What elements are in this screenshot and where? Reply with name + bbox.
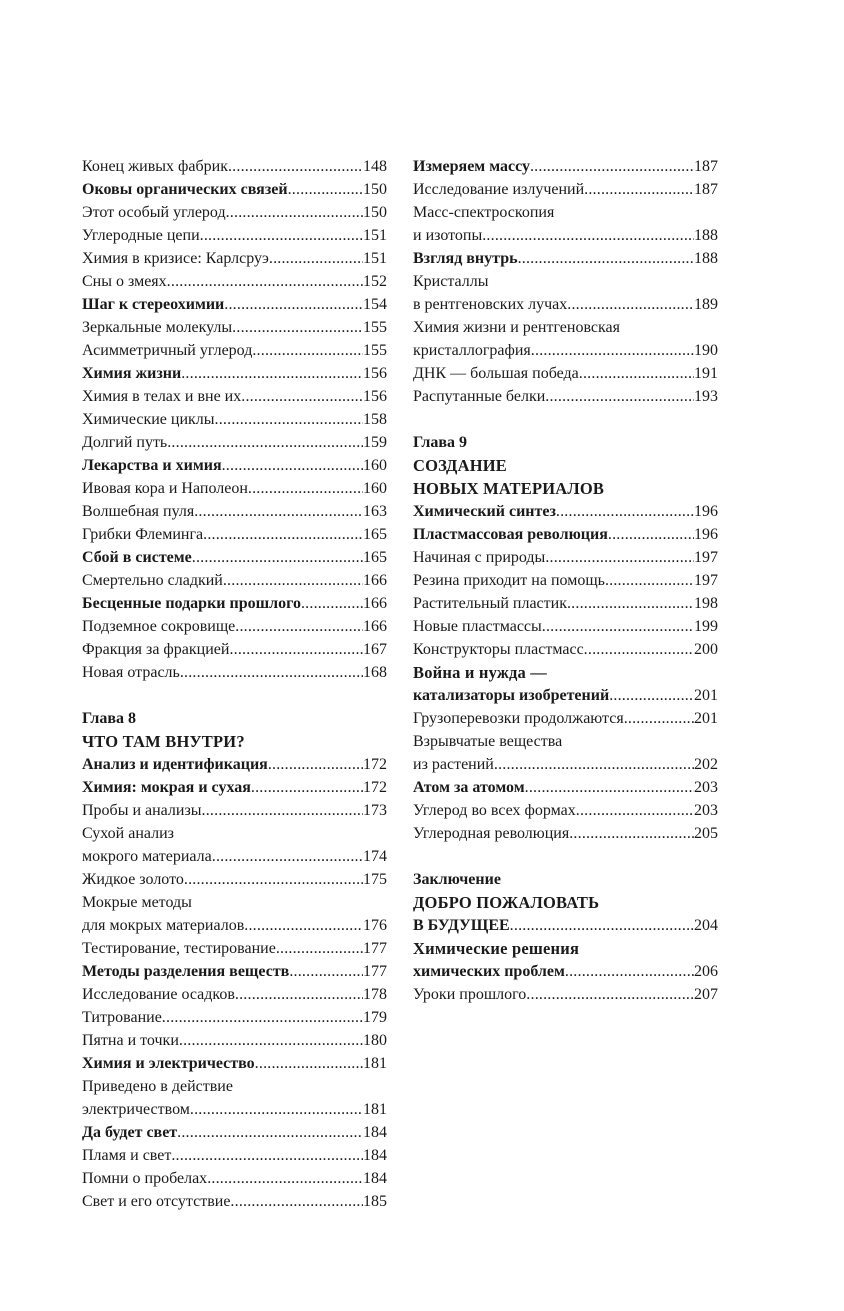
toc-page-number: 197 — [694, 572, 718, 589]
toc-right-column — [413, 155, 718, 1006]
toc-page-number: 206 — [694, 963, 718, 980]
toc-entry — [82, 845, 387, 868]
toc-page-number: 172 — [363, 779, 387, 796]
toc-page-number: 188 — [694, 227, 718, 244]
toc-entry — [82, 914, 387, 937]
toc-entry-title: Химический синтез — [413, 503, 556, 520]
toc-entry-title: Сбой в системе — [82, 549, 192, 566]
toc-section-entry — [413, 500, 718, 523]
toc-page-number: 166 — [363, 595, 387, 612]
section-gap — [82, 684, 387, 707]
dot-leader — [235, 983, 363, 1006]
toc-section-entry — [82, 776, 387, 799]
toc-entry-title: из растений — [413, 756, 494, 773]
toc-page-number: 174 — [363, 848, 387, 865]
toc-entry — [82, 983, 387, 1006]
toc-page-number: 165 — [363, 549, 387, 566]
toc-entry-title: Взгляд внутрь — [413, 250, 518, 267]
toc-entry — [82, 615, 387, 638]
toc-section-entry — [82, 753, 387, 776]
toc-entry-title: Новые пластмассы — [413, 618, 542, 635]
toc-page-number: 191 — [694, 365, 718, 382]
toc-entry — [413, 546, 718, 569]
dot-leader — [212, 845, 363, 868]
dot-leader — [545, 546, 694, 569]
dot-leader — [167, 431, 363, 454]
toc-page-number: 185 — [363, 1193, 387, 1210]
dot-leader — [289, 960, 363, 983]
toc-page-number: 181 — [363, 1055, 387, 1072]
toc-page-number: 201 — [694, 687, 718, 704]
toc-page-number: 207 — [694, 986, 718, 1003]
toc-entry-title: Помни о пробелах — [82, 1170, 208, 1187]
dot-leader — [200, 224, 363, 247]
dot-leader — [244, 914, 363, 937]
toc-entry-title: для мокрых материалов — [82, 917, 245, 934]
dot-leader — [241, 385, 363, 408]
toc-page-number: 156 — [363, 388, 387, 405]
toc-page-number: 154 — [363, 296, 387, 313]
toc-section-entry — [413, 684, 718, 707]
toc-section-entry — [82, 960, 387, 983]
dot-leader — [202, 799, 363, 822]
toc-page-number: 151 — [363, 227, 387, 244]
toc-page-number: 179 — [363, 1009, 387, 1026]
toc-section-entry — [413, 914, 718, 937]
toc-entry-title: Лекарства и химия — [82, 457, 222, 474]
toc-entry — [82, 799, 387, 822]
toc-entry — [82, 569, 387, 592]
dot-leader — [248, 477, 363, 500]
toc-page-number: 200 — [694, 641, 718, 658]
toc-entry-title: Асимметричный углерод — [82, 342, 253, 359]
toc-page-number: 187 — [694, 181, 718, 198]
toc-entry-title: Распутанные белки — [413, 388, 546, 405]
toc-entry — [82, 1190, 387, 1213]
dot-leader — [579, 362, 694, 385]
toc-entry-title: Оковы органических связей — [82, 181, 288, 198]
dot-leader — [609, 684, 694, 707]
dot-leader — [222, 454, 363, 477]
toc-entry-title: Резина приходит на помощь — [413, 572, 605, 589]
dot-leader — [181, 362, 363, 385]
toc-page-number: 160 — [363, 457, 387, 474]
dot-leader — [569, 822, 694, 845]
toc-section-entry — [82, 454, 387, 477]
dot-leader — [565, 960, 694, 983]
toc-page-number: 181 — [363, 1101, 387, 1118]
dot-leader — [171, 1144, 363, 1167]
toc-page-number: 166 — [363, 618, 387, 635]
dot-leader — [584, 638, 694, 661]
dot-leader — [228, 155, 363, 178]
toc-entry — [413, 339, 718, 362]
toc-entry — [82, 937, 387, 960]
dot-leader — [556, 500, 694, 523]
toc-entry-title: и изотопы — [413, 227, 483, 244]
toc-page-number: 198 — [694, 595, 718, 612]
dot-leader — [605, 569, 694, 592]
toc-entry — [82, 270, 387, 293]
toc-entry-title: Этот особый углерод — [82, 204, 226, 221]
dot-leader — [494, 753, 694, 776]
toc-entry-title: Пробы и анализы — [82, 802, 202, 819]
toc-page-number: 202 — [694, 756, 718, 773]
toc-entry-title: Пламя и свет — [82, 1147, 172, 1164]
toc-entry-title: Подземное сокровище — [82, 618, 236, 635]
dot-leader — [232, 316, 363, 339]
toc-page-number: 148 — [363, 158, 387, 175]
dot-leader — [229, 638, 363, 661]
dot-leader — [179, 1029, 363, 1052]
toc-entry — [413, 638, 718, 661]
dot-leader — [190, 1098, 363, 1121]
toc-section-entry — [82, 546, 387, 569]
toc-page-number: 196 — [694, 503, 718, 520]
toc-entry-title: Конструкторы пластмасс — [413, 641, 584, 658]
toc-entry-title: Химия жизни — [82, 365, 182, 382]
toc-page-number: 184 — [363, 1147, 387, 1164]
dot-leader — [542, 615, 694, 638]
dot-leader — [530, 155, 694, 178]
toc-page-number: 158 — [363, 411, 387, 428]
toc-entry-title: Свет и его отсутствие — [82, 1193, 231, 1210]
dot-leader — [269, 247, 363, 270]
toc-entry-title: Шаг к стереохимии — [82, 296, 225, 313]
toc-entry — [82, 339, 387, 362]
toc-page-number: 187 — [694, 158, 718, 175]
toc-section-entry — [413, 247, 718, 270]
toc-page-number: 150 — [363, 204, 387, 221]
chapter-title: Война и нужда — — [413, 663, 548, 682]
toc-entry-title: Тестирование, тестирование — [82, 940, 276, 957]
dot-leader — [526, 983, 694, 1006]
toc-page-number: 178 — [363, 986, 387, 1003]
toc-page-number: 203 — [694, 802, 718, 819]
dot-leader — [252, 339, 363, 362]
toc-entry-title: Пластмассовая революция — [413, 526, 608, 543]
dot-leader — [510, 914, 694, 937]
toc-page-number: 175 — [363, 871, 387, 888]
dot-leader — [167, 270, 363, 293]
chapter-label: Глава 8 — [82, 710, 136, 727]
toc-section-entry — [82, 592, 387, 615]
toc-page-number: 184 — [363, 1170, 387, 1187]
dot-leader — [608, 523, 694, 546]
toc-entry-line: Химия жизни и рентгеновская — [413, 319, 621, 336]
toc-entry — [413, 983, 718, 1006]
toc-entry — [82, 1098, 387, 1121]
section-gap — [413, 845, 718, 868]
dot-leader — [288, 178, 363, 201]
dot-leader — [215, 408, 363, 431]
toc-entry — [82, 868, 387, 891]
dot-leader — [531, 339, 694, 362]
toc-entry-title: химических проблем — [413, 963, 565, 980]
toc-entry-title: Анализ и идентификация — [82, 756, 268, 773]
toc-entry-title: Начиная с природы — [413, 549, 546, 566]
dot-leader — [207, 1167, 363, 1190]
toc-entry-title: Химия в кризисе: Карлсруэ — [82, 250, 269, 267]
toc-entry-title: Уроки прошлого — [413, 986, 527, 1003]
toc-entry — [82, 523, 387, 546]
toc-page-number: 168 — [363, 664, 387, 681]
toc-page-number: 184 — [363, 1124, 387, 1141]
dot-leader — [518, 247, 694, 270]
toc-entry-title: Исследование излучений — [413, 181, 585, 198]
toc-entry — [82, 638, 387, 661]
toc-entry — [82, 431, 387, 454]
toc-page-number: 155 — [363, 342, 387, 359]
toc-page-number: 205 — [694, 825, 718, 842]
toc-entry-title: Фракция за фракцией — [82, 641, 230, 658]
toc-page-number: 167 — [363, 641, 387, 658]
dot-leader — [162, 1006, 363, 1029]
dot-leader — [203, 523, 363, 546]
toc-entry-title: Растительный пластик — [413, 595, 567, 612]
toc-entry-title: Жидкое золото — [82, 871, 184, 888]
toc-entry — [82, 661, 387, 684]
dot-leader — [251, 776, 363, 799]
toc-entry — [413, 362, 718, 385]
dot-leader — [192, 546, 363, 569]
toc-page-number: 188 — [694, 250, 718, 267]
toc-entry-title: Новая отрасль — [82, 664, 180, 681]
toc-entry — [82, 155, 387, 178]
chapter-title: СОЗДАНИЕ — [413, 456, 507, 475]
toc-entry-title: Углеродные цепи — [82, 227, 200, 244]
toc-section-entry — [413, 960, 718, 983]
toc-entry — [413, 224, 718, 247]
toc-entry — [413, 753, 718, 776]
toc-entry-title: Химия и электричество — [82, 1055, 255, 1072]
toc-entry-title: Ивовая кора и Наполеон — [82, 480, 248, 497]
toc-entry — [413, 615, 718, 638]
toc-entry — [82, 247, 387, 270]
toc-entry — [413, 707, 718, 730]
toc-section-entry — [82, 362, 387, 385]
toc-entry-line: Приведено в действие — [82, 1078, 233, 1095]
toc-entry — [413, 293, 718, 316]
toc-entry-title: Бесценные подарки прошлого — [82, 595, 301, 612]
toc-entry — [82, 224, 387, 247]
chapter-label: Заключение — [413, 871, 501, 888]
toc-entry — [82, 1167, 387, 1190]
toc-section-entry — [413, 155, 718, 178]
chapter-title: Химические решения — [413, 939, 580, 958]
chapter-title: ЧТО ТАМ ВНУТРИ? — [82, 732, 245, 751]
toc-entry-title: Титрование — [82, 1009, 162, 1026]
toc-page-number: 204 — [694, 917, 718, 934]
toc-page-number: 190 — [694, 342, 718, 359]
dot-leader — [255, 1052, 363, 1075]
toc-entry-title: катализаторы изобретений — [413, 687, 610, 704]
section-gap — [413, 408, 718, 431]
toc-entry-title: Волшебная пуля — [82, 503, 195, 520]
toc-entry-title: Углерод во всех формах — [413, 802, 576, 819]
toc-page-number: 160 — [363, 480, 387, 497]
toc-entry — [413, 822, 718, 845]
toc-entry-line: Взрывчатые вещества — [413, 733, 563, 750]
toc-page-number: 177 — [363, 963, 387, 980]
toc-page-number: 201 — [694, 710, 718, 727]
toc-entry-title: В БУДУЩЕЕ — [413, 917, 510, 934]
dot-leader — [235, 615, 363, 638]
toc-entry-title: Измеряем массу — [413, 158, 530, 175]
dot-leader — [224, 293, 363, 316]
toc-page-number: 196 — [694, 526, 718, 543]
toc-entry-line: Мокрые методы — [82, 894, 192, 911]
toc-page-number: 173 — [363, 802, 387, 819]
toc-entry-title: Пятна и точки — [82, 1032, 179, 1049]
toc-section-entry — [82, 293, 387, 316]
dot-leader — [276, 937, 363, 960]
toc-page-number: 150 — [363, 181, 387, 198]
toc-entry-title: ДНК — большая победа — [413, 365, 579, 382]
toc-entry — [413, 385, 718, 408]
toc-page-number: 193 — [694, 388, 718, 405]
chapter-title: НОВЫХ МАТЕРИАЛОВ — [413, 479, 605, 498]
toc-page-number: 151 — [363, 250, 387, 267]
toc-page-number: 199 — [694, 618, 718, 635]
toc-entry-title: Грузоперевозки продолжаются — [413, 710, 624, 727]
dot-leader — [567, 592, 694, 615]
dot-leader — [223, 569, 363, 592]
dot-leader — [545, 385, 694, 408]
toc-entry-title: Химия: мокрая и сухая — [82, 779, 251, 796]
dot-leader — [226, 201, 363, 224]
toc-page-number: 159 — [363, 434, 387, 451]
toc-section-entry — [82, 1121, 387, 1144]
toc-page-number: 176 — [363, 917, 387, 934]
toc-entry-title: Исследование осадков — [82, 986, 235, 1003]
toc-entry-title: Да будет свет — [82, 1124, 178, 1141]
toc-entry — [413, 799, 718, 822]
dot-leader — [301, 592, 363, 615]
toc-entry — [82, 500, 387, 523]
toc-left-column — [82, 155, 387, 1213]
toc-entry-title: в рентгеновских лучах — [413, 296, 568, 313]
toc-entry-title: Конец живых фабрик — [82, 158, 228, 175]
dot-leader — [482, 224, 694, 247]
toc-page-number: 152 — [363, 273, 387, 290]
toc-page-number: 165 — [363, 526, 387, 543]
toc-page-number: 203 — [694, 779, 718, 796]
toc-section-entry — [413, 523, 718, 546]
toc-page-number: 166 — [363, 572, 387, 589]
dot-leader — [624, 707, 694, 730]
dot-leader — [567, 293, 694, 316]
toc-page-number: 156 — [363, 365, 387, 382]
dot-leader — [177, 1121, 363, 1144]
dot-leader — [194, 500, 363, 523]
chapter-label: Глава 9 — [413, 434, 467, 451]
dot-leader — [576, 799, 694, 822]
chapter-title: ДОБРО ПОЖАЛОВАТЬ — [413, 893, 600, 912]
toc-entry — [413, 569, 718, 592]
toc-entry — [413, 178, 718, 201]
toc-entry-title: Сны о змеях — [82, 273, 167, 290]
toc-entry-line: Сухой анализ — [82, 825, 174, 842]
toc-section-entry — [82, 1052, 387, 1075]
toc-entry-title: кристаллография — [413, 342, 531, 359]
toc-entry-title: Методы разделения веществ — [82, 963, 290, 980]
toc-entry — [82, 1029, 387, 1052]
toc-entry — [82, 1006, 387, 1029]
toc-page-number: 197 — [694, 549, 718, 566]
toc-entry-title: Долгий путь — [82, 434, 168, 451]
dot-leader — [184, 868, 363, 891]
dot-leader — [180, 661, 363, 684]
toc-entry — [82, 408, 387, 431]
toc-entry-title: мокрого материала — [82, 848, 212, 865]
toc-page-number: 172 — [363, 756, 387, 773]
dot-leader — [525, 776, 694, 799]
toc-page-number: 177 — [363, 940, 387, 957]
toc-entry-title: Углеродная революция — [413, 825, 570, 842]
toc-entry-title: Химические циклы — [82, 411, 215, 428]
toc-entry — [82, 1144, 387, 1167]
toc-entry — [82, 316, 387, 339]
toc-page-number: 189 — [694, 296, 718, 313]
toc-entry — [82, 385, 387, 408]
toc-entry-line: Масс-спектроскопия — [413, 204, 555, 221]
toc-entry-title: Смертельно сладкий — [82, 572, 223, 589]
toc-entry-title: Химия в телах и вне их — [82, 388, 242, 405]
toc-section-entry — [82, 178, 387, 201]
dot-leader — [584, 178, 694, 201]
dot-leader — [268, 753, 363, 776]
toc-page-number: 155 — [363, 319, 387, 336]
toc-page-number: 163 — [363, 503, 387, 520]
toc-entry-title: Атом за атомом — [413, 779, 525, 796]
toc-entry-title: Зеркальные молекулы — [82, 319, 233, 336]
toc-entry-title: электричеством — [82, 1101, 190, 1118]
toc-page-number: 180 — [363, 1032, 387, 1049]
toc-entry — [82, 477, 387, 500]
dot-leader — [230, 1190, 363, 1213]
toc-entry-line: Кристаллы — [413, 273, 489, 290]
toc-entry — [82, 201, 387, 224]
toc-section-entry — [413, 776, 718, 799]
toc-entry — [413, 592, 718, 615]
toc-entry-title: Грибки Флеминга — [82, 526, 204, 543]
